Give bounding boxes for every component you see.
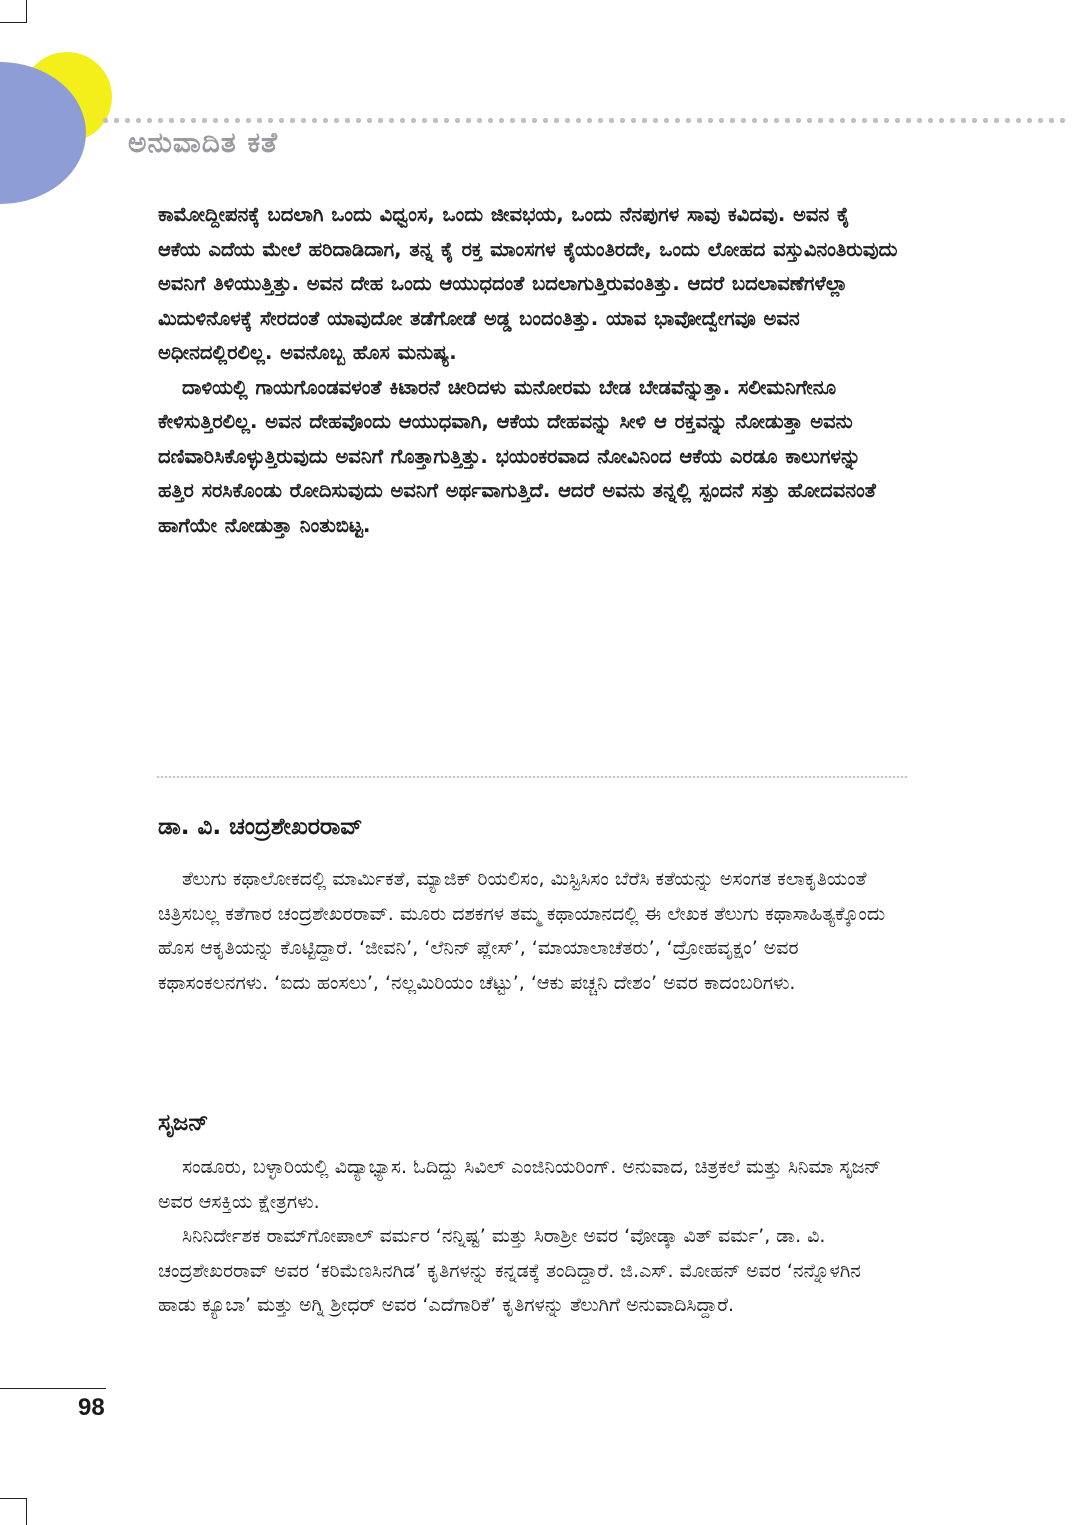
- crop-mark-bottom: [0, 1498, 27, 1499]
- header-dotted-rule: [100, 117, 1066, 124]
- story-paragraph: ಕಾಮೋದ್ದೀಪನಕ್ಕೆ ಬದಲಾಗಿ ಒಂದು ವಿಧ್ವಂಸ, ಒಂದು ಜೀವಭಯ, ಒಂದು ನೆನಪುಗಳ ಸಾವು ಕವಿದವು. ಅವನ ಕೈ ಆಕೆಯ ಎದೆಯ ಮೇಲೆ ಹರಿದಾಡಿದಾಗ, ತನ್ನ ಕೈ ರಕ್ತ ಮಾಂಸಗಳ ಕೈಯಂತಿರದೇ, ಒಂದು ಲೋಹದ ವಸ್ತುವಿನಂತಿರುವುದು ಅವನಿಗೆ ತಿಳಿಯುತ್ತಿತ್ತು. ಅವನ ದೇಹ ಒಂದು ಆಯುಧದಂತೆ ಬದಲಾಗುತ್ತಿರುವಂತಿತ್ತು. ಆದರೆ ಬದಲಾವಣೆಗಳೆಲ್ಲಾ ಮಿದುಳಿನೊಳಕ್ಕೆ ಸೇರದಂತೆ ಯಾವುದೋ ತಡೆಗೋಡೆ ಅಡ್ಡ ಬಂದಂತಿತ್ತು. ಯಾವ ಭಾವೋದ್ವೇಗವೂ ಅವನ ಅಧೀನದಲ್ಲಿರಲಿಲ್ಲ. ಅವನೊಬ್ಬ ಹೊಸ ಮನುಷ್ಯ.: [158, 203, 898, 364]
- translator-bio-paragraph: ಸಂಡೂರು, ಬಳ್ಳಾರಿಯಲ್ಲಿ ವಿದ್ಯಾಭ್ಯಾಸ. ಓದಿದ್ದು ಸಿವಿಲ್ ಎಂಜಿನಿಯರಿಂಗ್. ಅನುವಾದ, ಚಿತ್ರಕಲೆ ಮತ್ತು ಸಿನಿಮಾ ಸೃಜನ್ ಅವರ ಆಸಕ್ತಿಯ ಕ್ಷೇತ್ರಗಳು.: [158, 1156, 882, 1213]
- translator-bio: [158, 1150, 900, 1323]
- author-bio: [158, 862, 900, 1000]
- author-name-heading: ಡಾ. ವಿ. ಚಂದ್ರಶೇಖರರಾವ್: [158, 814, 363, 840]
- page-number: 98: [78, 1394, 105, 1421]
- author-bio-paragraph: ತೆಲುಗು ಕಥಾಲೋಕದಲ್ಲಿ ಮಾರ್ಮಿಕತೆ, ಮ್ಯಾಜಿಕ್ ರಿಯಲಿಸಂ, ಮಿಸ್ಟಿಸಿಸಂ ಬೆರೆಸಿ ಕತೆಯನ್ನು ಅಸಂಗತ ಕಲಾಕೃತಿಯಂತೆ ಚಿತ್ರಿಸಬಲ್ಲ ಕತೆಗಾರ ಚಂದ್ರಶೇಖರರಾವ್. ಮೂರು ದಶಕಗಳ ತಮ್ಮ ಕಥಾಯಾನದಲ್ಲಿ ಈ ಲೇಖಕ ತೆಲುಗು ಕಥಾಸಾಹಿತ್ಯಕ್ಕೊಂದು ಹೊಸ ಆಕೃತಿಯನ್ನು ಕೊಟ್ಟಿದ್ದಾರೆ. ‘ಜೀವನಿ’, ‘ಲೆನಿನ್ ಪ್ಲೇಸ್’, ‘ಮಾಯಾಲಾಚೆತರು’, ‘ದ್ರೋಹವೃಕ್ಷಂ’ ಅವರ ಕಥಾಸಂಕಲನಗಳು. ‘ಐದು ಹಂಸಲು’, ‘ನಲ್ಲಮಿರಿಯಂ ಚೆಟ್ಟು’, ‘ಆಕು ಪಚ್ಚನಿ ದೇಶಂ’ ಅವರ ಕಾದಂಬರಿಗಳು.: [158, 868, 886, 994]
- footer-rule: [0, 1388, 106, 1389]
- section-title: ಅನುವಾದಿತ ಕತೆ: [128, 126, 279, 159]
- story-paragraph: ದಾಳಿಯಲ್ಲಿ ಗಾಯಗೊಂಡವಳಂತೆ ಕಿಟಾರನೆ ಚೀರಿದಳು ಮನೋರಮ ಬೇಡ ಬೇಡವೆನ್ನುತ್ತಾ. ಸಲೀಮನಿಗೇನೂ ಕೇಳಿಸುತ್ತಿರಲಿಲ್ಲ. ಅವನ ದೇಹವೊಂದು ಆಯುಧವಾಗಿ, ಆಕೆಯ ದೇಹವನ್ನು ಸೀಳಿ ಆ ರಕ್ತವನ್ನು ನೋಡುತ್ತಾ ಅವನು ದಣಿವಾರಿಸಿಕೊಳ್ಳುತ್ತಿರುವುದು ಅವನಿಗೆ ಗೊತ್ತಾಗುತ್ತಿತ್ತು. ಭಯಂಕರವಾದ ನೋವಿನಿಂದ ಆಕೆಯ ಎರಡೂ ಕಾಲುಗಳನ್ನು ಹತ್ತಿರ ಸರಸಿಕೊಂಡು ರೋದಿಸುವುದು ಅವನಿಗೆ ಅರ್ಥವಾಗುತ್ತಿದೆ. ಆದರೆ ಅವನು ತನ್ನಲ್ಲಿ ಸ್ಪಂದನೆ ಸತ್ತು ಹೋದವನಂತೆ ಹಾಗೆಯೇ ನೋಡುತ್ತಾ ನಿಂತುಬಿಟ್ಟ.: [158, 375, 876, 537]
- crop-mark-top: [26, 0, 27, 22]
- story-text: [158, 198, 900, 543]
- crop-mark-top: [0, 22, 27, 23]
- translator-bio-paragraph: ಸಿನಿನಿರ್ದೇಶಕ ರಾಮ್‌ಗೋಪಾಲ್ ವರ್ಮರ ‘ನನ್ನಿಷ್ಟ’ ಮತ್ತು ಸಿರಾಶ್ರೀ ಅವರ ‘ವೋಡ್ಕಾ ವಿತ್ ವರ್ಮ’, ಡಾ. ವಿ. ಚಂದ್ರಶೇಖರರಾವ್ ಅವರ ‘ಕರಿಮೆಣಸಿನಗಿಡ’ ಕೃತಿಗಳನ್ನು ಕನ್ನಡಕ್ಕೆ ತಂದಿದ್ದಾರೆ. ಜಿ.ಎಸ್. ಮೋಹನ್ ಅವರ ‘ನನ್ನೊಳಗಿನ ಹಾಡು ಕ್ಯೂಬಾ’ ಮತ್ತು ಅಗ್ನಿ ಶ್ರೀಧರ್ ಅವರ ‘ಎದೆಗಾರಿಕೆ’ ಕೃತಿಗಳನ್ನು ತೆಲುಗಿಗೆ ಅನುವಾದಿಸಿದ್ದಾರೆ.: [158, 1225, 861, 1316]
- section-divider: [156, 776, 908, 778]
- crop-mark-bottom: [26, 1498, 27, 1525]
- translator-name-heading: ಸೃಜನ್: [158, 1110, 209, 1136]
